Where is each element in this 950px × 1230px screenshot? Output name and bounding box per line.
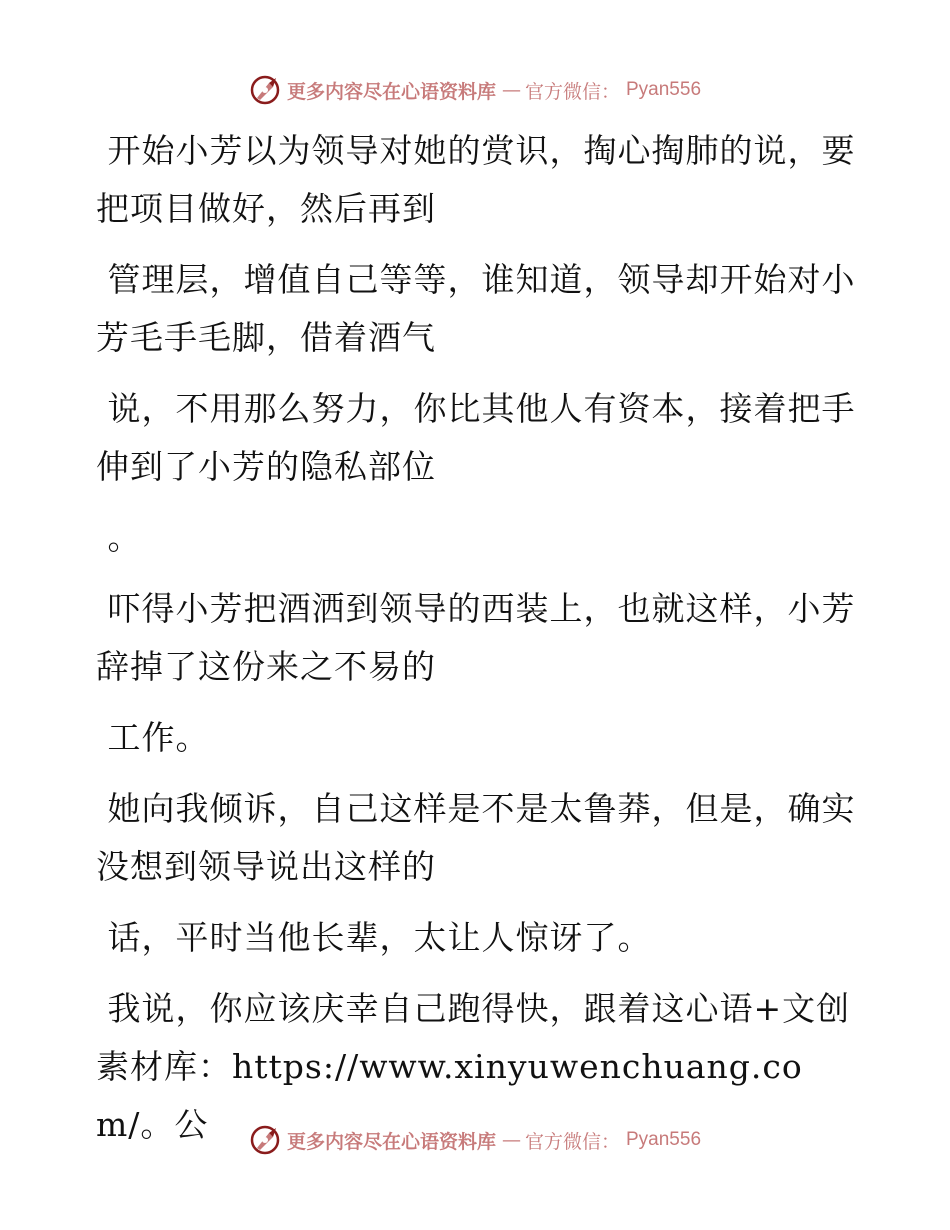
header-banner-separator: — xyxy=(501,79,519,101)
header-banner-inner xyxy=(249,74,701,106)
paragraph-2: 管理层，增值自己等等，谁知道，领导却开始对小芳毛手毛脚，借着酒气 xyxy=(96,260,856,357)
footer-banner xyxy=(0,1120,950,1160)
paragraph-1: 开始小芳以为领导对她的赏识，掏心掏肺的说，要把项目做好，然后再到 xyxy=(96,131,856,228)
footer-banner-separator: — xyxy=(501,1129,519,1151)
paragraph-7: 她向我倾诉，自己这样是不是太鲁莽，但是，确实没想到领导说出这样的 xyxy=(96,789,856,886)
paragraph-5: 吓得小芳把酒洒到领导的西装上，也就这样，小芳辞掉了这份来之不易的 xyxy=(96,589,856,686)
header-banner xyxy=(0,70,950,110)
paragraph-4: 。 xyxy=(96,518,142,557)
paragraph-3: 说，不用那么努力，你比其他人有资本，接着把手伸到了小芳的隐私部位 xyxy=(96,389,856,486)
quill-pen-logo-icon xyxy=(249,74,281,106)
header-banner-wechat-id: Pyan556 xyxy=(626,79,702,100)
footer-banner-title: 更多内容尽在心语资料库 xyxy=(286,1130,496,1153)
header-banner-title: 更多内容尽在心语资料库 xyxy=(286,80,496,103)
document-body xyxy=(96,122,856,1154)
footer-banner-wechat-label: 官方微信： xyxy=(524,1130,620,1153)
header-banner-wechat-label: 官方微信： xyxy=(524,80,620,103)
paragraph-9: 我说，你应该庆幸自己跑得快，跟着这心语+文创素材库：https://www.xinyuwenchuang.com/。公 xyxy=(96,989,851,1144)
footer-banner-wechat-id: Pyan556 xyxy=(626,1129,702,1150)
quill-pen-logo-icon xyxy=(249,1124,281,1156)
paragraph-8: 话，平时当他长辈，太让人惊讶了。 xyxy=(96,918,652,957)
paragraph-6: 工作。 xyxy=(96,718,210,757)
footer-banner-inner xyxy=(249,1124,701,1156)
